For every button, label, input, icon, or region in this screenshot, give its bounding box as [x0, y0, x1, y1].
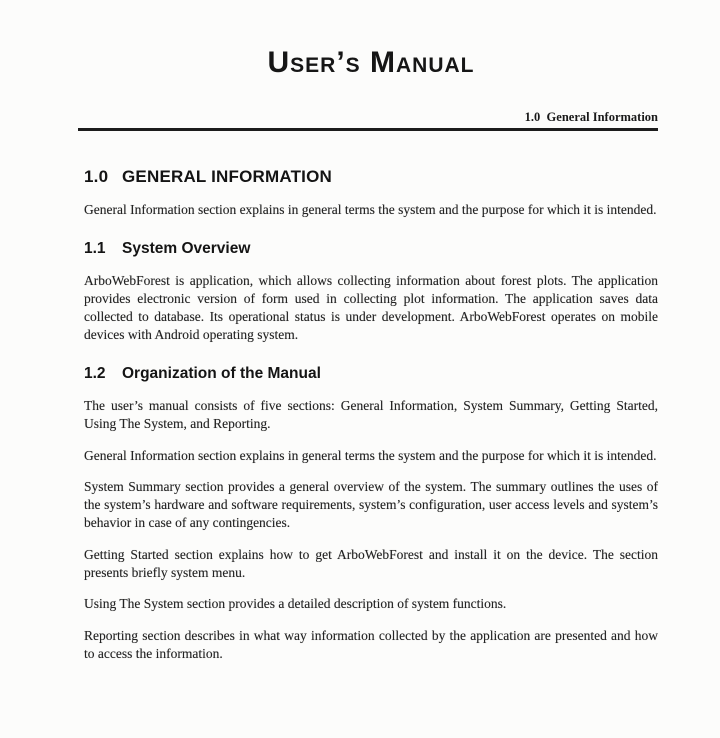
paragraph: Using The System section provides a detailed description of system functions. — [84, 596, 507, 611]
page-header — [78, 108, 658, 131]
paragraph: The user’s manual consists of five sections: General Information, System Summary, Getting Started, Using The System, and Reporting. — [84, 398, 658, 431]
paragraph: General Information section explains in general terms the system and the purpose for which it is intended. — [84, 202, 657, 217]
paragraph: General Information section explains in general terms the system and the purpose for which it is intended. — [84, 447, 657, 463]
section-title: GENERAL INFORMATION — [122, 167, 332, 186]
section-title: System Overview — [122, 240, 251, 257]
section-number: 1.0 — [84, 167, 109, 186]
document-title: User’s Manual — [267, 46, 475, 79]
section-number: 1.2 — [84, 365, 106, 382]
section-title: Organization of the Manual — [122, 365, 321, 382]
section-heading-system-overview — [84, 240, 658, 258]
paragraph: Getting Started section explains how to get ArboWebForest and install it on the device. The section presents briefly system menu. — [84, 546, 658, 580]
section-number: 1.1 — [84, 240, 106, 257]
section-heading-organization-of-the-manual — [84, 365, 658, 383]
section-heading-general-information — [84, 167, 658, 187]
paragraph: System Summary section provides a general overview of the system. The summary outlines the uses of the system’s hardware and software requirements, system’s configuration, user access levels and system’s behavior in case of any contingencies. — [84, 479, 658, 530]
paragraph: ArboWebForest is application, which allows collecting information about forest plots. The application provides electronic version of form used in collecting plot information. The application saves data collected to database. Its operational status is under development. ArboWebForest operates on mobile devices with Android operating system. — [84, 273, 658, 342]
paragraph: Reporting section describes in what way information collected by the application are presented and how to access the information. — [84, 627, 658, 661]
page-header-label: 1.0 General Information — [524, 110, 658, 124]
